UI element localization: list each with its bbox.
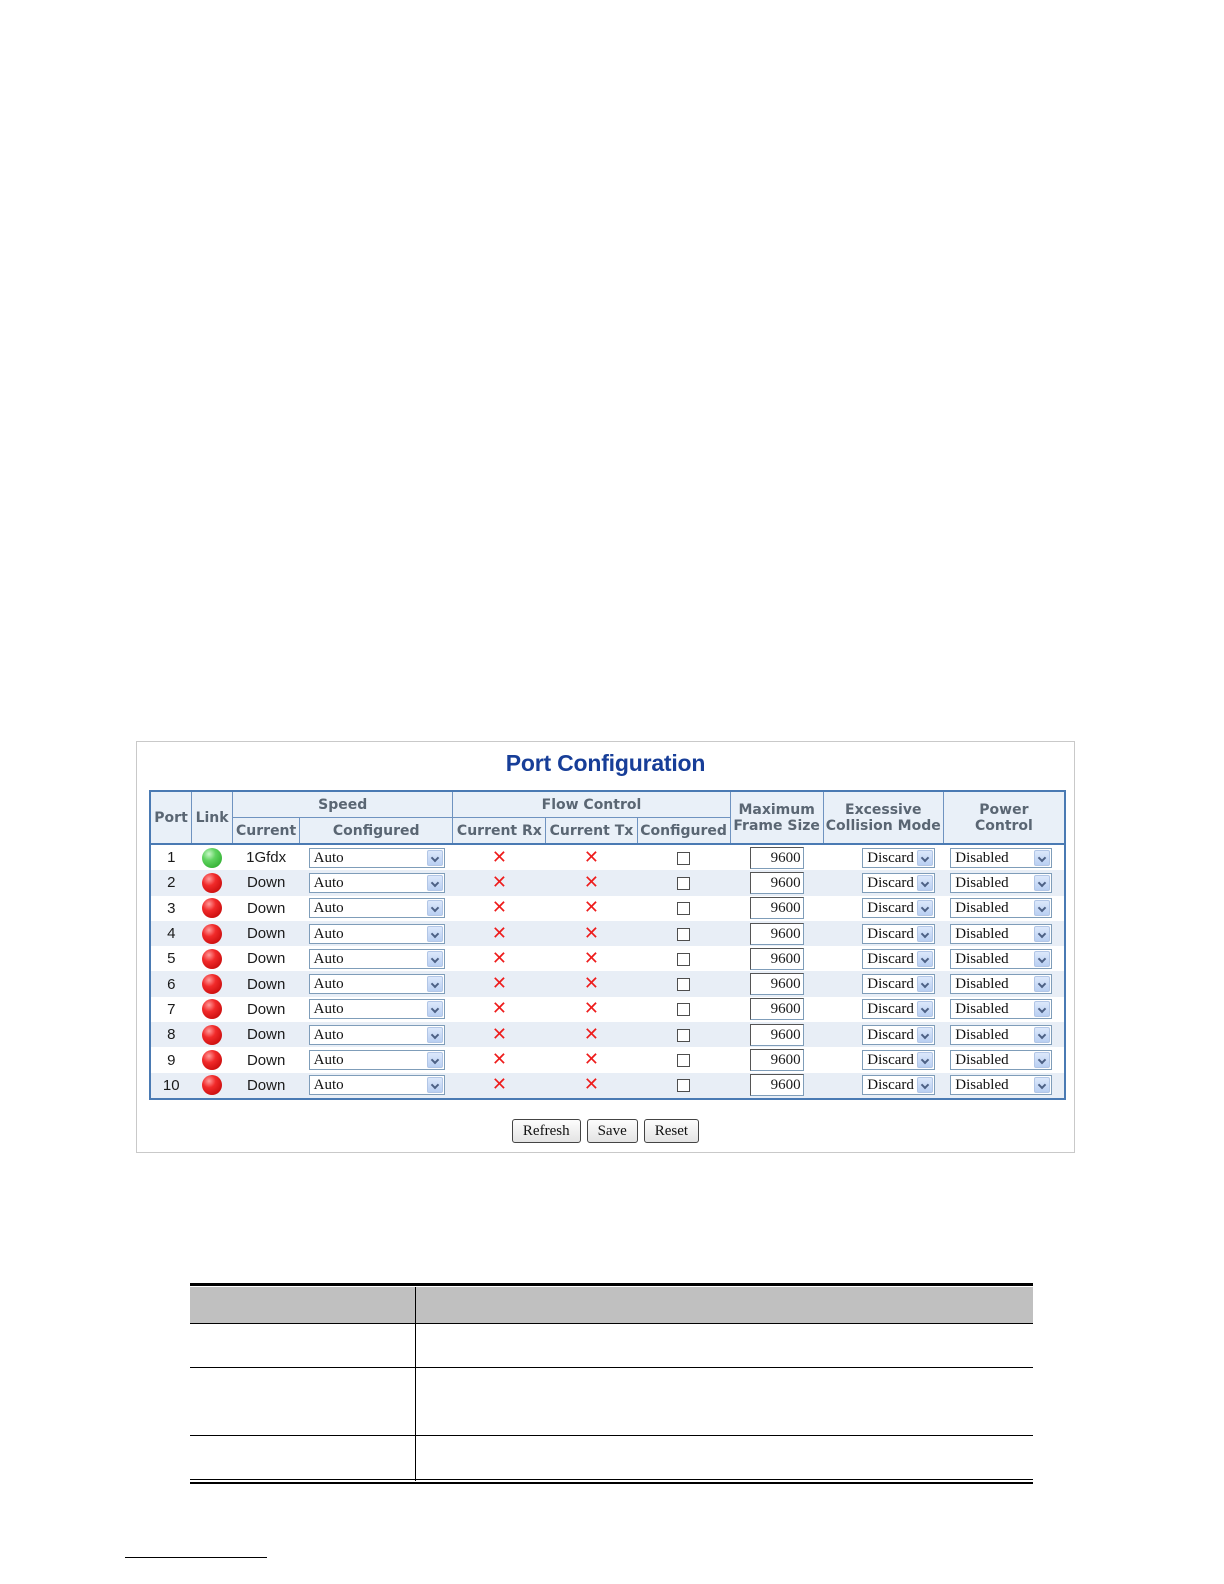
speed-current: Down [233, 870, 300, 895]
red-x-icon: ✕ [491, 922, 507, 944]
max-frame-cell [730, 1022, 823, 1047]
red-x-icon: ✕ [583, 973, 600, 995]
speed-configured-value: Auto [313, 900, 344, 917]
chevron-down-icon[interactable] [427, 1052, 443, 1068]
collision-mode-value: Discard [867, 1026, 914, 1043]
speed-configured-value: Auto [313, 976, 344, 993]
header-link: Link [192, 791, 233, 844]
speed-configured-select[interactable] [309, 848, 445, 868]
power-control-cell [943, 921, 1065, 946]
table-row [150, 870, 1065, 895]
power-control-cell [943, 1022, 1065, 1047]
red-x-icon: ✕ [491, 1023, 507, 1045]
red-x-icon: ✕ [491, 1074, 507, 1096]
table-header-row [190, 1287, 1033, 1323]
collision-mode-select[interactable] [862, 974, 935, 994]
fc-current-tx [546, 844, 637, 870]
speed-configured-value: Auto [313, 925, 344, 942]
power-control-select[interactable] [950, 1075, 1052, 1095]
chevron-down-icon[interactable] [1034, 1052, 1050, 1068]
max-frame-size-input[interactable]: 9600 [750, 973, 804, 995]
header-power-control [943, 791, 1065, 844]
collision-mode-cell [823, 844, 943, 870]
red-x-icon: ✕ [583, 846, 600, 868]
collision-mode-value: Discard [867, 849, 914, 866]
fc-current-tx [546, 870, 637, 895]
header-excessive-collision [823, 791, 943, 844]
collision-mode-value: Discard [867, 1001, 914, 1018]
max-frame-size-input[interactable]: 9600 [750, 1074, 804, 1096]
header-excessive-line2: Collision Mode [825, 817, 941, 834]
save-button[interactable]: Save [587, 1119, 638, 1143]
red-x-icon: ✕ [583, 1023, 600, 1045]
speed-configured-select[interactable] [309, 873, 445, 893]
red-led-icon [202, 873, 222, 893]
fc-configured [637, 971, 730, 996]
header-fc-configured: Configured [637, 818, 730, 845]
speed-current: Down [233, 896, 300, 921]
collision-mode-select[interactable] [862, 1025, 935, 1045]
fc-configured [637, 896, 730, 921]
max-frame-cell [730, 997, 823, 1022]
power-control-value: Disabled [955, 874, 1009, 891]
fc-current-rx [453, 1073, 546, 1099]
fc-current-rx [453, 1047, 546, 1072]
port-number: 5 [150, 946, 192, 971]
link-cell [192, 844, 233, 870]
fc-configured [637, 921, 730, 946]
port-number: 9 [150, 1047, 192, 1072]
table-row-rule [190, 1435, 1033, 1436]
speed-configured-select[interactable] [309, 974, 445, 994]
power-control-cell [943, 971, 1065, 996]
max-frame-cell [730, 1047, 823, 1072]
speed-configured-cell [300, 1022, 453, 1047]
red-led-icon [202, 1075, 222, 1095]
speed-current: Down [233, 921, 300, 946]
chevron-down-icon[interactable] [917, 850, 933, 866]
table-row [150, 1022, 1065, 1047]
footnote-rule [125, 1557, 267, 1558]
power-control-cell [943, 946, 1065, 971]
speed-configured-value: Auto [313, 1001, 344, 1018]
speed-configured-value: Auto [313, 849, 344, 866]
collision-mode-value: Discard [867, 976, 914, 993]
table-row [150, 844, 1065, 870]
chevron-down-icon[interactable] [1034, 850, 1050, 866]
page-title: Port Configuration [505, 750, 706, 776]
table-row [150, 971, 1065, 996]
chevron-down-icon[interactable] [917, 976, 933, 992]
power-control-cell [943, 997, 1065, 1022]
table-column-rule [415, 1287, 416, 1481]
parameter-description-table [190, 1283, 1033, 1483]
max-frame-size-input[interactable]: 9600 [750, 1049, 804, 1071]
fc-current-tx [546, 971, 637, 996]
green-led-icon [202, 848, 222, 868]
link-cell [192, 1022, 233, 1047]
header-power-line2: Control [974, 817, 1033, 834]
chevron-down-icon[interactable] [1034, 875, 1050, 891]
flow-control-checkbox[interactable] [677, 1054, 690, 1067]
collision-mode-cell [823, 997, 943, 1022]
port-number: 6 [150, 971, 192, 996]
collision-mode-select[interactable] [862, 999, 935, 1019]
chevron-down-icon[interactable] [427, 976, 443, 992]
chevron-down-icon[interactable] [917, 951, 933, 967]
fc-configured [637, 1047, 730, 1072]
header-max-frame-line2: Frame Size [733, 817, 820, 834]
collision-mode-select[interactable] [862, 949, 935, 969]
chevron-down-icon[interactable] [1034, 1001, 1050, 1017]
max-frame-size-input[interactable]: 9600 [750, 923, 804, 945]
red-led-icon [202, 974, 222, 994]
power-control-value: Disabled [955, 976, 1009, 993]
fc-current-tx [546, 946, 637, 971]
link-cell [192, 971, 233, 996]
header-port: Port [150, 791, 192, 844]
chevron-down-icon[interactable] [917, 1052, 933, 1068]
link-cell [192, 896, 233, 921]
speed-configured-cell [300, 1073, 453, 1099]
speed-configured-select[interactable] [309, 924, 445, 944]
flow-control-checkbox[interactable] [677, 1003, 690, 1016]
flow-control-checkbox[interactable] [677, 953, 690, 966]
power-control-cell [943, 1073, 1065, 1099]
max-frame-cell [730, 946, 823, 971]
collision-mode-select[interactable] [862, 924, 935, 944]
speed-configured-cell [300, 844, 453, 870]
collision-mode-select[interactable] [862, 848, 935, 868]
speed-configured-select[interactable] [309, 898, 445, 918]
speed-configured-value: Auto [313, 874, 344, 891]
collision-mode-select[interactable] [862, 898, 935, 918]
power-control-cell [943, 844, 1065, 870]
table-row [150, 946, 1065, 971]
collision-mode-value: Discard [867, 874, 914, 891]
port-config-table [149, 790, 1066, 1100]
header-speed-configured: Configured [300, 818, 453, 845]
speed-configured-value: Auto [313, 1052, 344, 1069]
power-control-value: Disabled [955, 1001, 1009, 1018]
flow-control-checkbox[interactable] [677, 877, 690, 890]
speed-configured-cell [300, 1047, 453, 1072]
collision-mode-cell [823, 1022, 943, 1047]
fc-current-rx [453, 896, 546, 921]
speed-configured-select[interactable] [309, 999, 445, 1019]
fc-configured [637, 870, 730, 895]
speed-configured-cell [300, 870, 453, 895]
speed-configured-select[interactable] [309, 1025, 445, 1045]
speed-configured-cell [300, 971, 453, 996]
power-control-select[interactable] [950, 999, 1052, 1019]
red-x-icon: ✕ [491, 897, 507, 919]
power-control-value: Disabled [955, 1052, 1009, 1069]
collision-mode-select[interactable] [862, 873, 935, 893]
red-x-icon: ✕ [583, 922, 600, 944]
table-row [150, 997, 1065, 1022]
red-led-icon [202, 1050, 222, 1070]
red-x-icon: ✕ [583, 947, 600, 969]
header-flow-control: Flow Control [453, 791, 730, 818]
port-number: 10 [150, 1073, 192, 1099]
power-control-value: Disabled [955, 1026, 1009, 1043]
power-control-cell [943, 896, 1065, 921]
power-control-select[interactable] [950, 1025, 1052, 1045]
collision-mode-value: Discard [867, 925, 914, 942]
fc-current-tx [546, 1022, 637, 1047]
link-cell [192, 870, 233, 895]
max-frame-cell [730, 896, 823, 921]
table-row [150, 1073, 1065, 1099]
power-control-cell [943, 1047, 1065, 1072]
header-excessive-line1: Excessive [845, 801, 922, 818]
red-x-icon: ✕ [583, 1074, 600, 1096]
speed-current: 1Gfdx [233, 844, 300, 870]
speed-current: Down [233, 1047, 300, 1072]
fc-current-rx [453, 946, 546, 971]
port-number: 8 [150, 1022, 192, 1047]
port-number: 1 [150, 844, 192, 870]
link-cell [192, 1047, 233, 1072]
header-fc-current-tx: Current Tx [546, 818, 637, 845]
red-led-icon [202, 898, 222, 918]
collision-mode-cell [823, 1073, 943, 1099]
port-configuration-panel [136, 741, 1075, 1153]
fc-current-rx [453, 1022, 546, 1047]
chevron-down-icon[interactable] [1034, 1077, 1050, 1093]
power-control-select[interactable] [950, 1050, 1052, 1070]
speed-configured-value: Auto [313, 950, 344, 967]
table-row [150, 1047, 1065, 1072]
red-led-icon [202, 1025, 222, 1045]
red-x-icon: ✕ [491, 871, 507, 893]
max-frame-cell [730, 1073, 823, 1099]
red-x-icon: ✕ [491, 998, 507, 1020]
collision-mode-select[interactable] [862, 1050, 935, 1070]
table-row [150, 921, 1065, 946]
power-control-select[interactable] [950, 898, 1052, 918]
link-cell [192, 997, 233, 1022]
red-x-icon: ✕ [491, 846, 507, 868]
power-control-value: Disabled [955, 900, 1009, 917]
red-x-icon: ✕ [583, 998, 600, 1020]
collision-mode-cell [823, 921, 943, 946]
table-bottom-rule [190, 1479, 1033, 1480]
speed-current: Down [233, 1022, 300, 1047]
chevron-down-icon[interactable] [1034, 976, 1050, 992]
header-power-line1: Power [979, 801, 1029, 818]
chevron-down-icon[interactable] [427, 1077, 443, 1093]
port-number: 2 [150, 870, 192, 895]
chevron-down-icon[interactable] [427, 900, 443, 916]
chevron-down-icon[interactable] [427, 951, 443, 967]
max-frame-cell [730, 870, 823, 895]
power-control-cell [943, 870, 1065, 895]
collision-mode-value: Discard [867, 900, 914, 917]
max-frame-cell [730, 921, 823, 946]
collision-mode-value: Discard [867, 950, 914, 967]
max-frame-size-input[interactable]: 9600 [750, 998, 804, 1020]
flow-control-checkbox[interactable] [677, 1079, 690, 1092]
table-top-rule [190, 1283, 1033, 1286]
power-control-value: Disabled [955, 1077, 1009, 1094]
speed-configured-cell [300, 921, 453, 946]
speed-current: Down [233, 997, 300, 1022]
power-control-select[interactable] [950, 924, 1052, 944]
flow-control-checkbox[interactable] [677, 1029, 690, 1042]
chevron-down-icon[interactable] [917, 1027, 933, 1043]
chevron-down-icon[interactable] [917, 875, 933, 891]
fc-current-rx [453, 870, 546, 895]
table-bottom-rule [190, 1482, 1033, 1484]
link-cell [192, 1073, 233, 1099]
link-cell [192, 921, 233, 946]
speed-configured-select[interactable] [309, 1075, 445, 1095]
flow-control-checkbox[interactable] [677, 928, 690, 941]
max-frame-size-input[interactable]: 9600 [750, 872, 804, 894]
collision-mode-cell [823, 1047, 943, 1072]
header-speed: Speed [233, 791, 453, 818]
flow-control-checkbox[interactable] [677, 902, 690, 915]
speed-current: Down [233, 971, 300, 996]
speed-current: Down [233, 1073, 300, 1099]
refresh-button[interactable]: Refresh [512, 1119, 581, 1143]
chevron-down-icon[interactable] [1034, 951, 1050, 967]
max-frame-size-input[interactable]: 9600 [750, 897, 804, 919]
speed-configured-select[interactable] [309, 1050, 445, 1070]
speed-configured-cell [300, 946, 453, 971]
reset-button[interactable]: Reset [644, 1119, 699, 1143]
button-bar [137, 1119, 1074, 1143]
chevron-down-icon[interactable] [427, 926, 443, 942]
link-cell [192, 946, 233, 971]
fc-current-tx [546, 921, 637, 946]
port-number: 3 [150, 896, 192, 921]
max-frame-size-input[interactable]: 9600 [750, 847, 804, 869]
collision-mode-value: Discard [867, 1077, 914, 1094]
table-header-rule [190, 1323, 1033, 1324]
flow-control-checkbox[interactable] [677, 978, 690, 991]
fc-configured [637, 1022, 730, 1047]
red-led-icon [202, 924, 222, 944]
collision-mode-value: Discard [867, 1052, 914, 1069]
flow-control-checkbox[interactable] [677, 852, 690, 865]
port-number: 4 [150, 921, 192, 946]
chevron-down-icon[interactable] [427, 875, 443, 891]
chevron-down-icon[interactable] [917, 1001, 933, 1017]
red-led-icon [202, 949, 222, 969]
power-control-select[interactable] [950, 873, 1052, 893]
chevron-down-icon[interactable] [917, 1077, 933, 1093]
max-frame-cell [730, 844, 823, 870]
red-led-icon [202, 999, 222, 1019]
fc-current-rx [453, 921, 546, 946]
chevron-down-icon[interactable] [427, 1027, 443, 1043]
chevron-down-icon[interactable] [917, 926, 933, 942]
fc-current-rx [453, 844, 546, 870]
fc-current-tx [546, 997, 637, 1022]
red-x-icon: ✕ [491, 947, 507, 969]
speed-configured-cell [300, 896, 453, 921]
fc-current-tx [546, 896, 637, 921]
header-max-frame-line1: Maximum [738, 801, 815, 818]
port-number: 7 [150, 997, 192, 1022]
speed-configured-select[interactable] [309, 949, 445, 969]
header-fc-current-rx: Current Rx [453, 818, 546, 845]
power-control-value: Disabled [955, 849, 1009, 866]
red-x-icon: ✕ [491, 973, 507, 995]
fc-configured [637, 1073, 730, 1099]
fc-current-rx [453, 997, 546, 1022]
power-control-select[interactable] [950, 848, 1052, 868]
max-frame-size-input[interactable]: 9600 [750, 948, 804, 970]
collision-mode-cell [823, 946, 943, 971]
header-speed-current: Current [233, 818, 300, 845]
red-x-icon: ✕ [583, 897, 600, 919]
speed-configured-cell [300, 997, 453, 1022]
chevron-down-icon[interactable] [427, 850, 443, 866]
fc-configured [637, 997, 730, 1022]
collision-mode-cell [823, 971, 943, 996]
power-control-value: Disabled [955, 925, 1009, 942]
red-x-icon: ✕ [491, 1049, 507, 1071]
fc-configured [637, 844, 730, 870]
chevron-down-icon[interactable] [1034, 1027, 1050, 1043]
fc-current-tx [546, 1047, 637, 1072]
fc-configured [637, 946, 730, 971]
red-x-icon: ✕ [583, 871, 600, 893]
table-row-rule [190, 1367, 1033, 1368]
max-frame-size-input[interactable]: 9600 [750, 1024, 804, 1046]
chevron-down-icon[interactable] [427, 1001, 443, 1017]
header-max-frame-size [730, 791, 823, 844]
table-row [150, 896, 1065, 921]
collision-mode-select[interactable] [862, 1075, 935, 1095]
power-control-select[interactable] [950, 974, 1052, 994]
power-control-select[interactable] [950, 949, 1052, 969]
red-x-icon: ✕ [583, 1049, 600, 1071]
speed-current: Down [233, 946, 300, 971]
chevron-down-icon[interactable] [1034, 926, 1050, 942]
collision-mode-cell [823, 896, 943, 921]
power-control-value: Disabled [955, 950, 1009, 967]
fc-current-rx [453, 971, 546, 996]
chevron-down-icon[interactable] [1034, 900, 1050, 916]
chevron-down-icon[interactable] [917, 900, 933, 916]
collision-mode-cell [823, 870, 943, 895]
speed-configured-value: Auto [313, 1026, 344, 1043]
fc-current-tx [546, 1073, 637, 1099]
max-frame-cell [730, 971, 823, 996]
speed-configured-value: Auto [313, 1077, 344, 1094]
